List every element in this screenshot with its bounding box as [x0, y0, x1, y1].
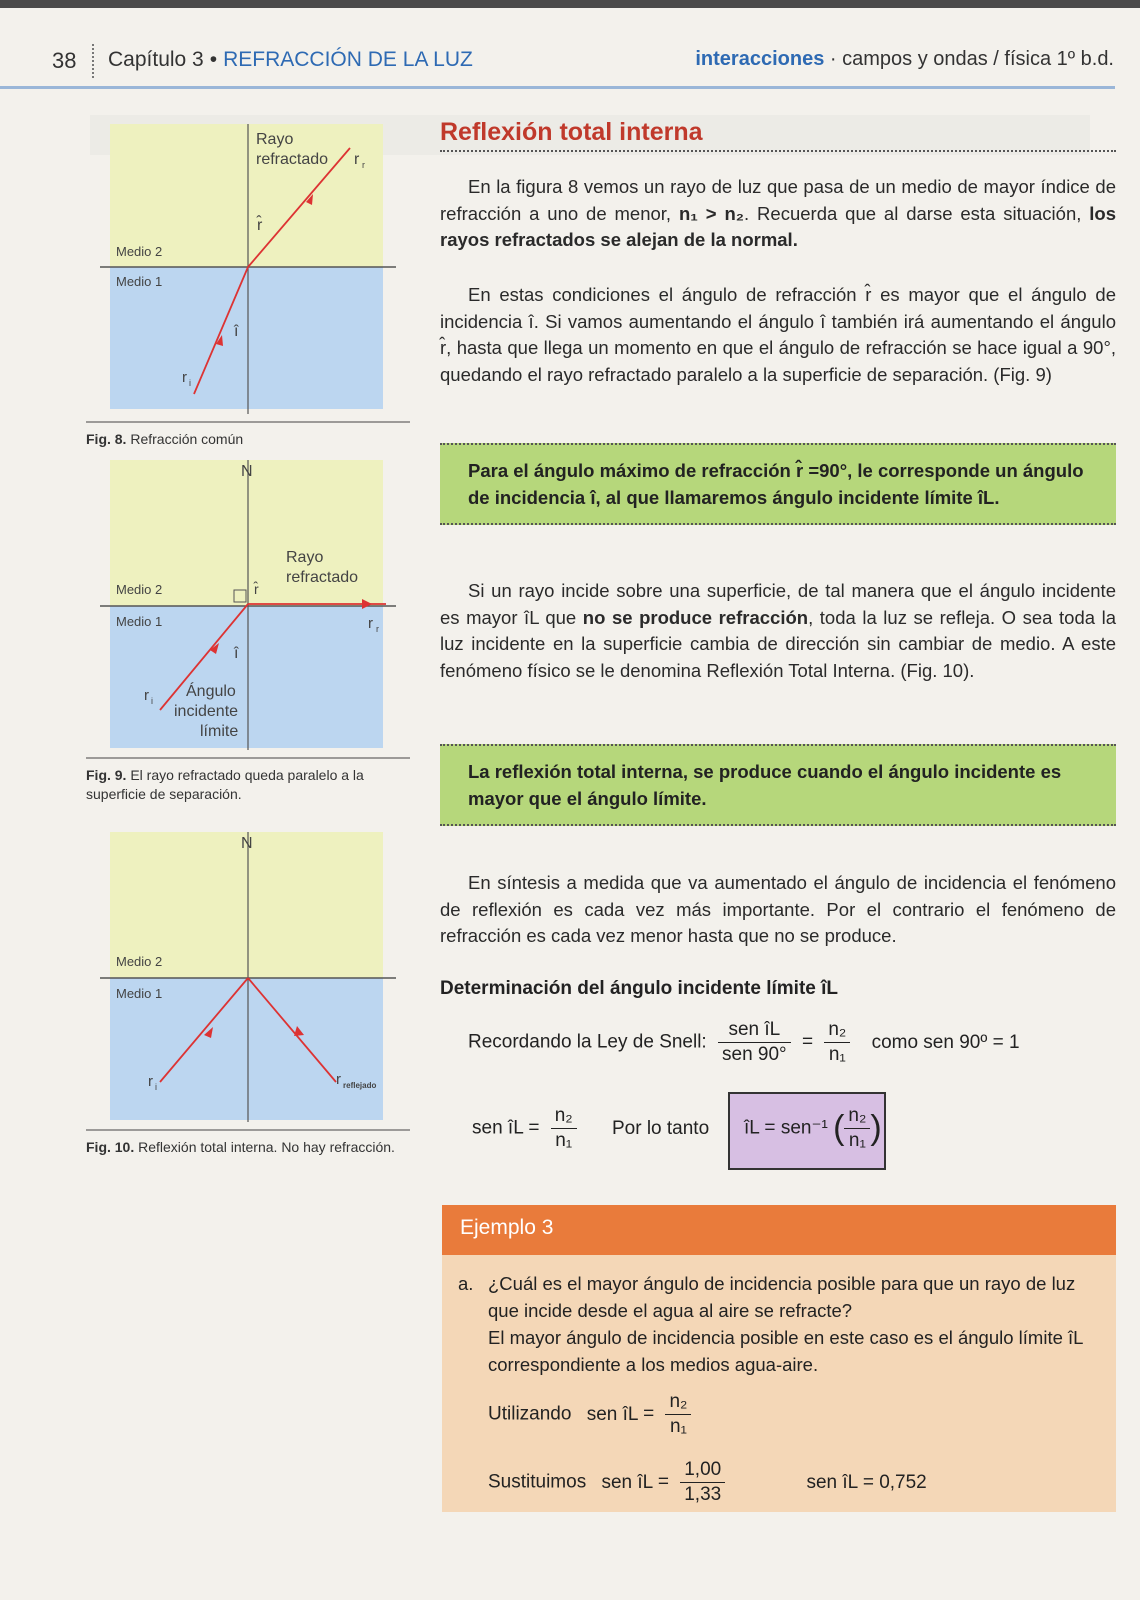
- label-i-angle: î: [234, 323, 239, 340]
- section-title-rule: [440, 150, 1116, 152]
- figure-8-diagram: [86, 124, 410, 424]
- series-rest: · campos y ondas / física 1º b.d.: [829, 48, 1114, 70]
- figure-10-caption: Fig. 10. Reflexión total interna. No hay refracción.: [86, 1139, 395, 1155]
- figure-9-caption: Fig. 9. El rayo refractado queda paralelo a la superficie de separación.: [86, 767, 364, 802]
- label-medium-2: Medio 2: [116, 954, 163, 969]
- label-angle-1: Ángulo: [186, 683, 236, 700]
- chapter-prefix: Capítulo 3: [108, 48, 204, 71]
- series-title: [695, 48, 1114, 71]
- item-label: a.: [458, 1273, 474, 1294]
- highlight-box-limit-angle: Para el ángulo máximo de refracción r̂ =90°, le corresponde un ángulo de incidencia î, al que llamaremos ángulo incidente límite îL.: [440, 443, 1116, 525]
- label-medium-1: Medio 1: [116, 614, 163, 629]
- chapter-title: REFRACCIÓN DE LA LUZ: [223, 48, 473, 71]
- label-medium-1: Medio 1: [116, 986, 163, 1001]
- header-separator: [92, 44, 94, 78]
- label-refracted: refractado: [286, 569, 359, 586]
- figure-8: [86, 124, 410, 449]
- figure-8-caption: Fig. 8. Refracción común: [86, 431, 244, 447]
- label-ri-sub: i: [155, 1082, 157, 1092]
- label-rr-sub: r: [362, 160, 365, 170]
- determination-title: Determinación del ángulo incidente límite îL: [440, 978, 839, 999]
- series-name: interacciones: [695, 48, 825, 70]
- figure-9-diagram: [86, 460, 410, 760]
- example-formula-1: Utilizando sen îL = $\frac{\text{n₂}}{\text{n₁}}$: [488, 1390, 697, 1439]
- label-ri: r: [148, 1073, 153, 1090]
- como-note: como sen 90º = 1: [871, 1031, 1020, 1053]
- answer-text: El mayor ángulo de incidencia posible en este caso es el ángulo límite îL correspondiente a los medios agua-aire.: [488, 1327, 1083, 1375]
- example-formula-2: Sustituimos sen îL = $\frac{1,00}{1,33}$ sen îL = 0,752: [488, 1459, 927, 1505]
- label-medium-2: Medio 2: [116, 244, 163, 259]
- paragraph-4: En síntesis a medida que va aumentado el ángulo de incidencia el fenómeno de reflexión es cada vez más importante. Por el contrario el fenómeno de refracción es cada vez menor hasta que no se produce.: [440, 872, 1116, 946]
- label-refracted: refractado: [256, 151, 329, 168]
- label-normal: N: [241, 835, 253, 852]
- label-r-angle: r̂: [257, 217, 263, 234]
- label-rr-sub: r: [376, 624, 379, 634]
- figure-10-diagram: [86, 832, 410, 1132]
- label-angle-2: incidente: [174, 703, 239, 720]
- highlight-box-total-reflection: La reflexión total interna, se produce cuando el ángulo incidente es mayor que el ángulo límite.: [440, 744, 1116, 826]
- section-title: Reflexión total interna: [440, 118, 703, 146]
- page-header: [0, 40, 1140, 88]
- label-ri: r: [182, 369, 187, 386]
- label-ri-sub: i: [151, 696, 153, 706]
- label-rr: r: [336, 1071, 341, 1088]
- fraction-n: $\frac{\text{n₂}}{\text{n₁}}$: [824, 1018, 850, 1067]
- paragraph-2: En estas condiciones el ángulo de refracción r̂ es mayor que el ángulo de incidencia î. Si vamos aumentando el ángulo î también irá aumentando el ángulo r̂, hasta que llega un momento en que el ángulo de refracción se hace igual a 90°, quedando el rayo refractado paralelo a la superficie de separación. (Fig. 9): [440, 284, 1116, 385]
- label-ray: Rayo: [256, 131, 294, 148]
- label-rr: r: [368, 615, 373, 632]
- label-ri-sub: i: [189, 378, 191, 388]
- label-ray: Rayo: [286, 549, 324, 566]
- page-number: 38: [52, 48, 77, 73]
- snell-formula: Recordando la Ley de Snell: $\frac{\text{sen îL}}{\text{sen 90°}}$ = $\frac{\text{n₂}}{\text{n₁}}$ como sen 90º = 1: [468, 1019, 1020, 1065]
- chapter-heading: [108, 48, 473, 72]
- top-band: [0, 0, 1140, 8]
- bullet: •: [209, 48, 218, 71]
- example-question: [458, 1270, 1108, 1378]
- figure-10: [86, 832, 410, 1157]
- example-result: sen îL = 0,752: [806, 1471, 927, 1493]
- label-ri: r: [144, 687, 149, 704]
- example-header: [442, 1205, 1116, 1255]
- por-lo-tanto: Por lo tanto: [611, 1117, 710, 1139]
- limit-formula: sen îL = $\frac{\text{n₂}}{\text{n₁}}$ Por lo tanto: [472, 1105, 710, 1151]
- snell-label: Recordando la Ley de Snell:: [468, 1031, 707, 1053]
- label-i-angle: î: [234, 645, 239, 662]
- paragraph-3: Si un rayo incide sobre una superficie, de tal manera que el ángulo incidente es mayor îL que no se produce refracción, toda la luz se refleja. O sea toda la luz incidente en la superficie cambia de dirección sin cambiar de medio. A este fenómeno físico se le denomina Reflexión Total Interna. (Fig. 10).: [440, 580, 1116, 681]
- label-medium-1: Medio 1: [116, 274, 163, 289]
- paragraph-1: En la figura 8 vemos un rayo de luz que pasa de un medio de mayor índice de refracción a uno de menor, n₁ > n₂. Recuerda que al darse esta situación, los rayos refractados se alejan de la normal.: [440, 176, 1117, 250]
- figure-9: [86, 460, 410, 804]
- label-normal: N: [241, 463, 253, 480]
- label-r-angle: r̂: [254, 581, 259, 597]
- arcsin-formula: îL = sen⁻¹ ( $\frac{\text{n₂}}{\text{n₁}}$ ): [744, 1105, 882, 1151]
- label-rr: r: [354, 151, 360, 168]
- label-medium-2: Medio 2: [116, 582, 163, 597]
- example-title: Ejemplo 3: [460, 1216, 554, 1239]
- question-text: ¿Cuál es el mayor ángulo de incidencia posible para que un rayo de luz que incide desde el agua al aire se refracte?: [488, 1273, 1076, 1321]
- fraction-sin: $\frac{\text{sen îL}}{\text{sen 90°}}$: [718, 1018, 791, 1067]
- label-rr-sub: reflejado: [343, 1081, 377, 1090]
- label-angle-3: límite: [200, 723, 239, 740]
- header-rule: [0, 86, 1115, 89]
